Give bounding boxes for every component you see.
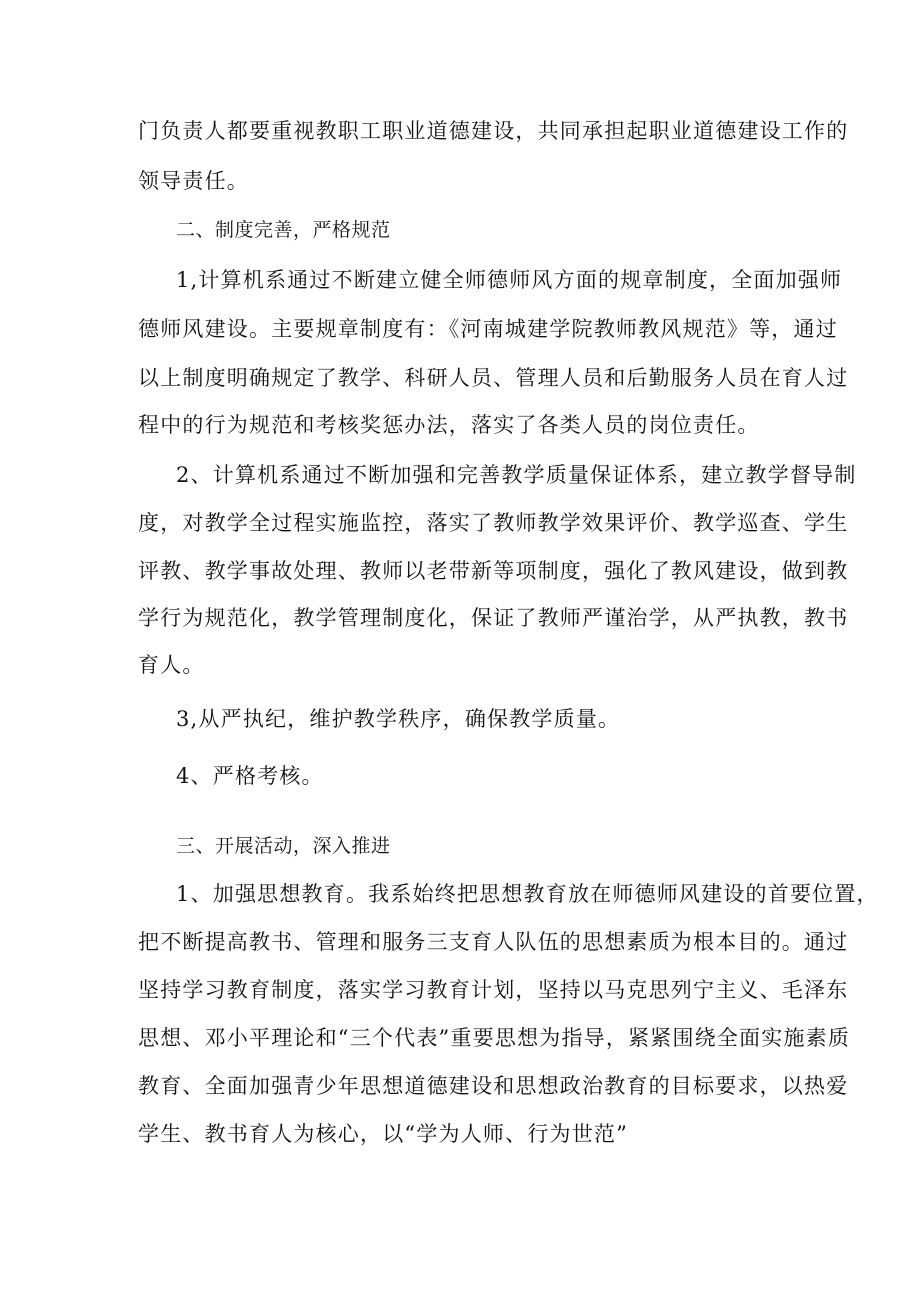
paragraph-line: 以上制度明确规定了教学、科研人员、管理人员和后勤服务人员在育人过 bbox=[138, 366, 849, 390]
paragraph-line: 学生、教书育人为核心，以“学为人师、行为世范” bbox=[138, 1122, 629, 1146]
paragraph-line: 把不断提高教书、管理和服务三支育人队伍的思想素质为根本目的。通过 bbox=[138, 930, 849, 954]
paragraph-line: 程中的行为规范和考核奖惩办法，落实了各类人员的岗位责任。 bbox=[138, 413, 760, 437]
paragraph-line: 度，对教学全过程实施监控，落实了教师教学效果评价、教学巡查、学生 bbox=[138, 511, 849, 535]
paragraph-line: 学行为规范化，教学管理制度化，保证了教师严谨治学，从严执教，教书 bbox=[138, 606, 849, 630]
paragraph-line: 坚持学习教育制度，落实学习教育计划，坚持以马克思列宁主义、毛泽东 bbox=[138, 978, 849, 1002]
paragraph-line: 评教、教学事故处理、教师以老带新等项制度，强化了教风建设，做到教 bbox=[138, 559, 849, 583]
paragraph-line: 1、加强思想教育。我系始终把思想教育放在师德师风建设的首要位置， bbox=[176, 882, 879, 906]
paragraph-line: 4、严格考核。 bbox=[176, 764, 324, 788]
section-heading-3: 三、开展活动，深入推进 bbox=[176, 835, 391, 857]
paragraph-line: 思想、邓小平理论和“三个代表”重要思想为指导，紧紧围绕全面实施素质 bbox=[138, 1026, 851, 1050]
paragraph-line: 1,计算机系通过不断建立健全师德师风方面的规章制度，全面加强师 bbox=[176, 268, 843, 292]
paragraph-line: 德师风建设。主要规章制度有：《河南城建学院教师教风规范》等，通过 bbox=[138, 317, 838, 341]
intro-line: 门负责人都要重视教职工职业道德建设，共同承担起职业道德建设工作的 bbox=[138, 119, 849, 143]
paragraph-line: 教育、全面加强青少年思想道德建设和思想政治教育的目标要求，以热爱 bbox=[138, 1074, 849, 1098]
section-heading-2: 二、制度完善，严格规范 bbox=[176, 219, 391, 241]
paragraph-line: 育人。 bbox=[138, 653, 205, 677]
paragraph-line: 2、计算机系通过不断加强和完善教学质量保证体系，建立教学督导制 bbox=[176, 463, 857, 487]
intro-line: 领导责任。 bbox=[138, 169, 249, 193]
paragraph-line: 3,从严执纪，维护教学秩序，确保教学质量。 bbox=[176, 707, 621, 731]
